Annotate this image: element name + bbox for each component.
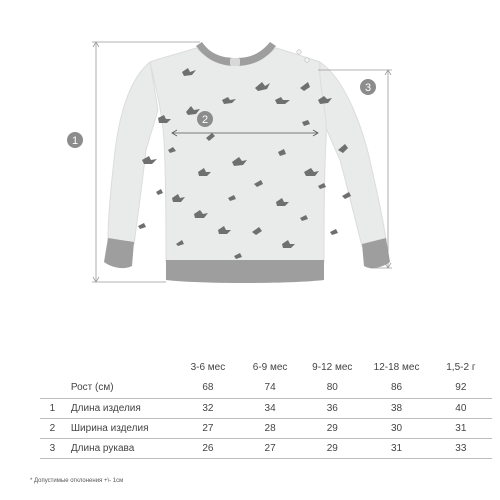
size-column-header: 9-12 мес bbox=[312, 361, 353, 373]
left-cuff bbox=[104, 238, 134, 268]
table-cell: 31 bbox=[363, 439, 429, 459]
table-row-sleeve bbox=[40, 439, 492, 459]
row-label: Длина рукава bbox=[65, 439, 177, 459]
table-cell: 86 bbox=[363, 376, 429, 399]
table-row-width bbox=[40, 419, 492, 439]
table-cell: 40 bbox=[430, 399, 492, 419]
table-cell: 74 bbox=[239, 376, 301, 399]
table-cell: 31 bbox=[430, 419, 492, 439]
button bbox=[305, 58, 309, 62]
size-table bbox=[40, 358, 492, 459]
size-column-header: 12-18 мес bbox=[373, 361, 420, 373]
bird bbox=[156, 189, 163, 195]
row-number: 3 bbox=[40, 439, 65, 459]
svg-text:1: 1 bbox=[71, 135, 79, 147]
table-cell: 68 bbox=[177, 376, 239, 399]
row-label: Ширина изделия bbox=[65, 419, 177, 439]
neck-label bbox=[230, 58, 240, 66]
table-cell: 34 bbox=[239, 399, 301, 419]
row-number: 2 bbox=[40, 419, 65, 439]
table-cell: 29 bbox=[301, 439, 363, 459]
badge-3 bbox=[360, 79, 376, 95]
svg-text:3: 3 bbox=[364, 82, 372, 94]
right-sleeve bbox=[318, 62, 386, 246]
bird bbox=[330, 229, 338, 235]
table-cell: 27 bbox=[177, 419, 239, 439]
table-cell: 30 bbox=[363, 419, 429, 439]
table-cell: 26 bbox=[177, 439, 239, 459]
badge-2 bbox=[197, 111, 213, 127]
tolerance-note: * Допустимые отклонения +\- 1см bbox=[30, 478, 124, 484]
size-header-row bbox=[40, 358, 492, 376]
table-cell: 36 bbox=[301, 399, 363, 419]
table-row-height bbox=[40, 376, 492, 399]
table-cell: 80 bbox=[301, 376, 363, 399]
table-cell: 38 bbox=[363, 399, 429, 419]
table-row-length bbox=[40, 399, 492, 419]
waistband bbox=[166, 260, 324, 283]
size-column-header: 3-6 мес bbox=[190, 361, 226, 373]
badge-1 bbox=[67, 132, 83, 148]
table-cell: 92 bbox=[430, 376, 492, 399]
bird bbox=[138, 223, 146, 229]
size-column-header: 1,5-2 г bbox=[446, 361, 476, 373]
table-cell: 32 bbox=[177, 399, 239, 419]
table-cell: 29 bbox=[301, 419, 363, 439]
row-label: Длина изделия bbox=[65, 399, 177, 419]
button bbox=[297, 50, 301, 54]
size-column-header: 6-9 мес bbox=[252, 361, 288, 373]
row-label: Рост (см) bbox=[65, 376, 177, 399]
left-sleeve bbox=[108, 62, 158, 244]
row-number: 1 bbox=[40, 399, 65, 419]
row-number bbox=[40, 376, 65, 399]
header-spacer bbox=[40, 358, 65, 376]
header-spacer bbox=[65, 358, 177, 376]
table-cell: 28 bbox=[239, 419, 301, 439]
svg-text:2: 2 bbox=[201, 114, 209, 126]
sweatshirt-body bbox=[150, 48, 326, 262]
table-cell: 33 bbox=[430, 439, 492, 459]
table-cell: 27 bbox=[239, 439, 301, 459]
